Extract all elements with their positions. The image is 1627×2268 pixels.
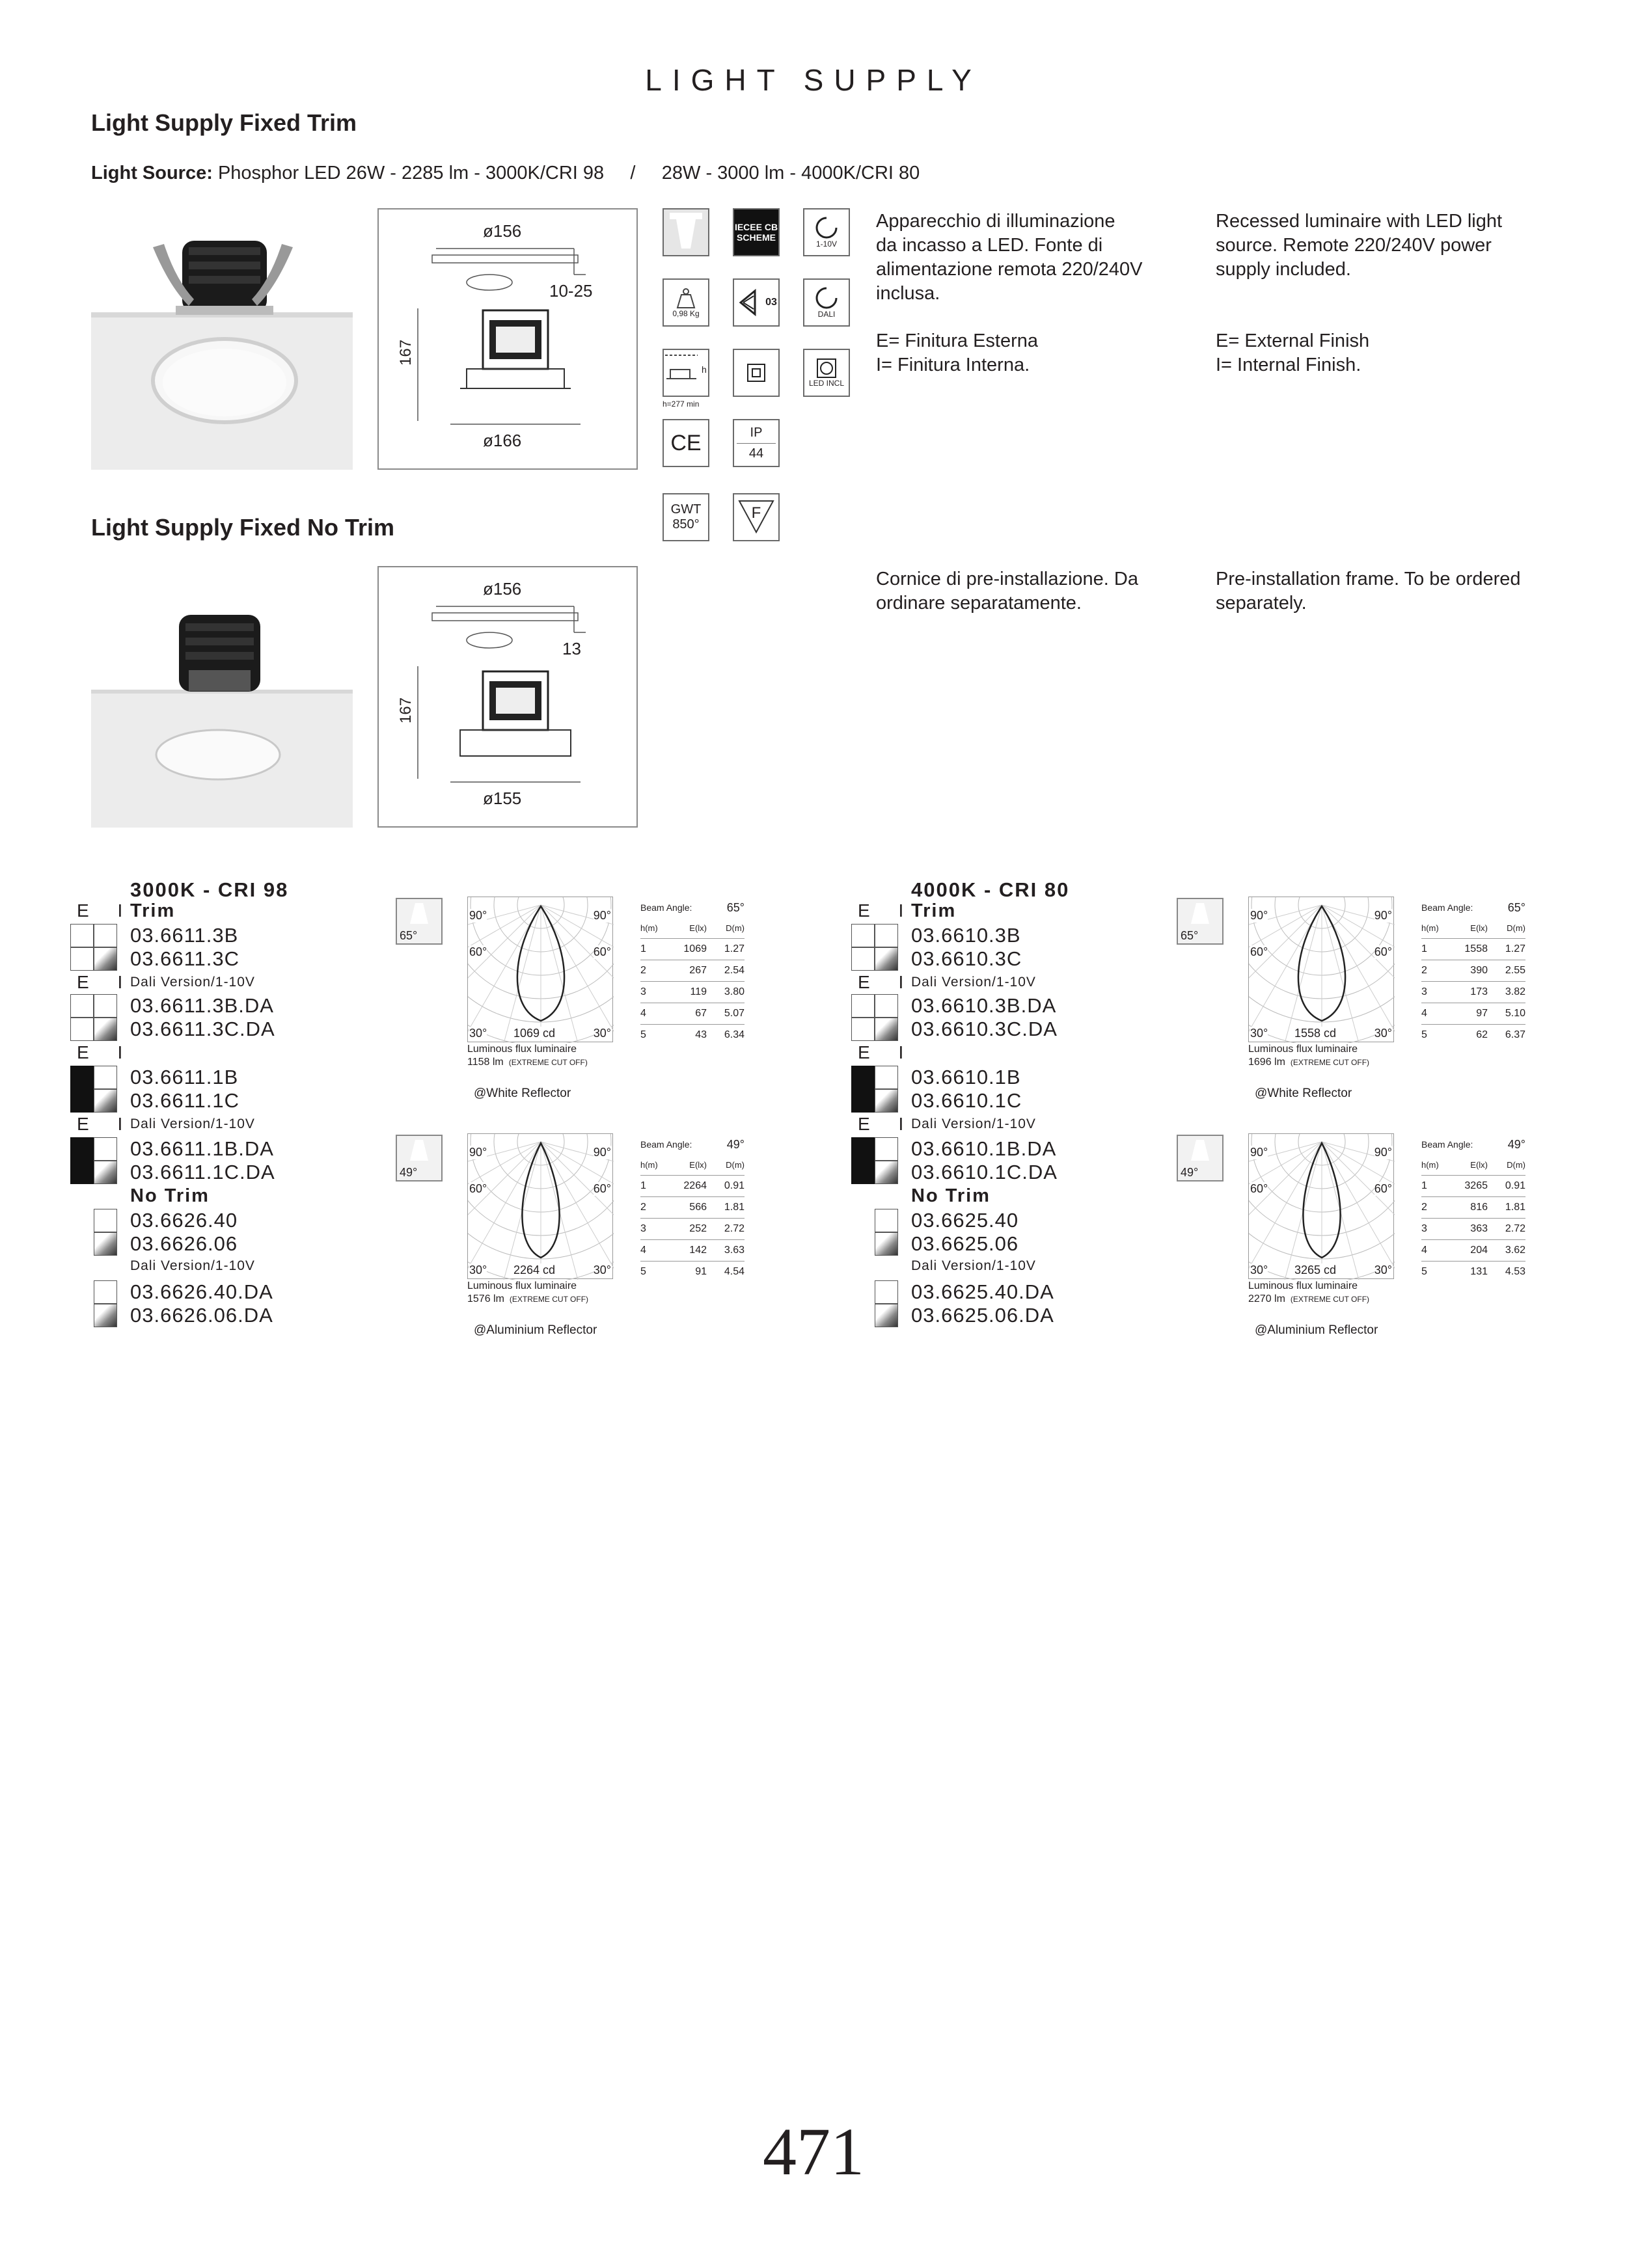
- table-row: [640, 1003, 745, 1025]
- table-cell: 3: [640, 986, 646, 997]
- table-cell: 131: [1470, 1266, 1488, 1277]
- table-cell: 1: [1421, 1180, 1427, 1191]
- finish-swatch-external: [851, 1018, 875, 1041]
- table-cell: 1: [1421, 943, 1427, 954]
- table-row: [1421, 1262, 1525, 1282]
- beam-table: [1421, 898, 1525, 1046]
- table-cell: 67: [695, 1008, 707, 1019]
- polar-angle-label: 60°: [1374, 1182, 1392, 1195]
- product-code: 03.6610.3C: [911, 947, 1022, 970]
- table-cell: 5: [1421, 1029, 1427, 1040]
- finish-swatch-external: [70, 1161, 94, 1184]
- beam-angle-label: Beam Angle:: [1421, 1139, 1473, 1150]
- table-cell: 1069: [683, 943, 707, 954]
- table-cell: 4: [640, 1008, 646, 1019]
- table-cell: 3: [1421, 986, 1427, 997]
- dali-icon: DALI: [803, 278, 850, 327]
- table-cell: 363: [1470, 1223, 1488, 1234]
- table-cell: 6.34: [724, 1029, 745, 1040]
- ei-label: E I: [77, 900, 135, 921]
- ei-label: E I: [77, 1114, 135, 1134]
- table-header-cell: E(lx): [1470, 923, 1488, 933]
- flux-note: (EXTREME CUT OFF): [508, 1058, 588, 1067]
- beam-badge-label: 49°: [1181, 1166, 1199, 1179]
- table-row: [640, 939, 745, 960]
- finish-swatch-external: [70, 947, 94, 971]
- weight-icon: 0,98 Kg: [663, 278, 709, 327]
- flux-value-line: [467, 1057, 588, 1068]
- table-cell: 2: [640, 965, 646, 976]
- finish-swatch: [94, 1304, 117, 1327]
- reflector-label: @White Reflector: [1255, 1087, 1352, 1100]
- flux-note: (EXTREME CUT OFF): [509, 1295, 589, 1304]
- drawing-top-diameter: ø156: [483, 579, 522, 599]
- finish-swatch-internal: [94, 1018, 117, 1041]
- page-header: LIGHT SUPPLY: [645, 63, 982, 97]
- product-code: 03.6610.1B.DA: [911, 1137, 1057, 1160]
- finish-swatch-internal: [875, 994, 898, 1018]
- finish-swatch-internal: [875, 1161, 898, 1184]
- product-code: 03.6626.06: [130, 1232, 238, 1255]
- dali-label: Dali Version/1-10V: [130, 1116, 255, 1131]
- polar-angle-label: 90°: [1374, 1146, 1392, 1159]
- finish-swatch-external: [70, 1018, 94, 1041]
- finish-swatch-external: [70, 924, 94, 947]
- beam-table: [1421, 1135, 1525, 1282]
- beam-badge: [1177, 898, 1224, 945]
- finish-swatch-internal: [94, 1066, 117, 1089]
- ei-label: E I: [858, 1114, 916, 1134]
- product-code: 03.6610.1C.DA: [911, 1161, 1058, 1183]
- table-cell: 2.72: [724, 1223, 745, 1234]
- table-cell: 3: [1421, 1223, 1427, 1234]
- beam-angle-value: 49°: [726, 1137, 745, 1151]
- polar-angle-label: 30°: [593, 1263, 611, 1276]
- product-code: 03.6610.1C: [911, 1089, 1022, 1112]
- polar-angle-label: 30°: [469, 1263, 487, 1276]
- table-cell: 252: [689, 1223, 707, 1234]
- product-code: 03.6611.1C: [130, 1089, 239, 1112]
- table-header-cell: D(m): [726, 1159, 745, 1170]
- technical-drawing-trim: [377, 208, 638, 470]
- flux-value: 1696 lm: [1248, 1057, 1285, 1068]
- product-code: 03.6625.06: [911, 1232, 1019, 1255]
- polar-diagram: [1248, 897, 1394, 1042]
- table-header-row: [1421, 1154, 1525, 1176]
- table-row: [1421, 1219, 1525, 1240]
- table-header-cell: E(lx): [689, 923, 707, 933]
- table-header-cell: h(m): [1421, 1159, 1439, 1170]
- table-cell: 2264: [683, 1180, 707, 1191]
- table-header-cell: E(lx): [689, 1159, 707, 1170]
- polar-angle-label: 60°: [469, 1182, 487, 1195]
- table-cell: 5.07: [724, 1008, 745, 1019]
- polar-angle-label: 60°: [1250, 945, 1268, 958]
- section-title-trim: Light Supply Fixed Trim: [91, 109, 357, 136]
- table-cell: 2.72: [1505, 1223, 1525, 1234]
- product-code: 03.6611.3B.DA: [130, 994, 274, 1017]
- flux-label: Luminous flux luminaire: [467, 1044, 577, 1055]
- trim-label: Trim: [130, 900, 176, 921]
- product-code: 03.6611.3C: [130, 947, 239, 970]
- polar-angle-label: 60°: [593, 1182, 611, 1195]
- table-row: [640, 960, 745, 982]
- candela-label: 1558 cd: [1294, 1027, 1337, 1040]
- finish-swatch-internal: [875, 924, 898, 947]
- finish-swatch-external: [70, 994, 94, 1018]
- drawing-height: 167: [397, 697, 415, 723]
- table-cell: 4: [640, 1245, 646, 1256]
- finish-swatch-internal: [94, 924, 117, 947]
- polar-angle-label: 90°: [469, 909, 487, 922]
- table-row: [640, 1262, 745, 1282]
- dali-label: Dali Version/1-10V: [130, 975, 255, 990]
- table-row: [640, 1025, 745, 1046]
- table-header-cell: D(m): [726, 923, 745, 933]
- table-cell: 97: [1476, 1008, 1488, 1019]
- dali-label: Dali Version/1-10V: [911, 1116, 1036, 1131]
- flux-value-line: [467, 1293, 588, 1305]
- finish-swatch-external: [851, 924, 875, 947]
- beam-angle-value: 65°: [726, 900, 745, 914]
- section-title-notrim: Light Supply Fixed No Trim: [91, 514, 395, 541]
- product-code: 03.6625.40: [911, 1209, 1019, 1232]
- reflector-label: @White Reflector: [474, 1087, 571, 1100]
- finish-swatch: [94, 1209, 117, 1232]
- beam-table: [640, 898, 745, 1046]
- beam-angle-row: [1421, 1135, 1525, 1154]
- catalog-heading: 4000K - CRI 80: [911, 878, 1070, 901]
- polar-angle-label: 30°: [1374, 1027, 1392, 1040]
- table-cell: 5: [640, 1266, 646, 1277]
- table-header-cell: h(m): [640, 1159, 658, 1170]
- ei-label: E I: [77, 972, 135, 992]
- table-cell: 1558: [1464, 943, 1488, 954]
- product-code: 03.6626.06.DA: [130, 1304, 273, 1327]
- product-code: 03.6625.40.DA: [911, 1280, 1054, 1303]
- table-cell: 566: [689, 1202, 707, 1213]
- table-cell: 2: [1421, 1202, 1427, 1213]
- driver-icon: [733, 349, 780, 397]
- ei-label: E I: [858, 900, 916, 921]
- flux-note: (EXTREME CUT OFF): [1290, 1058, 1370, 1067]
- polar-angle-label: 90°: [593, 909, 611, 922]
- finish-swatch-internal: [875, 1137, 898, 1161]
- table-cell: 2: [1421, 965, 1427, 976]
- light-source-value: Phosphor LED 26W - 2285 lm - 3000K/CRI 98 / 28W - 3000 lm - 4000K/CRI 80: [217, 163, 920, 183]
- product-code: 03.6611.1C.DA: [130, 1161, 275, 1183]
- beam-angle-value: 49°: [1507, 1137, 1525, 1151]
- polar-diagram: [1248, 1133, 1394, 1279]
- iecee-icon: IECEE CB SCHEME: [733, 208, 780, 256]
- table-cell: 3.62: [1505, 1245, 1525, 1256]
- table-cell: 1.81: [724, 1202, 745, 1213]
- polar-angle-label: 60°: [593, 945, 611, 958]
- table-cell: 91: [695, 1266, 707, 1277]
- product-code: 03.6625.06.DA: [911, 1304, 1054, 1327]
- product-code: 03.6610.3B: [911, 924, 1021, 947]
- drawing-height: 167: [397, 339, 415, 366]
- beam-badge-label: 65°: [400, 929, 418, 942]
- table-header-row: [640, 1154, 745, 1176]
- finish-swatch-external: [851, 994, 875, 1018]
- drawing-range: 10-25: [549, 281, 593, 301]
- technical-drawing-notrim: [377, 566, 638, 828]
- table-row: [640, 1240, 745, 1262]
- table-cell: 3.63: [724, 1245, 745, 1256]
- finish-en: E= External Finish I= Internal Finish.: [1216, 331, 1370, 375]
- ce-icon: CE: [663, 419, 709, 467]
- table-header-cell: h(m): [640, 923, 658, 933]
- table-cell: 5: [1421, 1266, 1427, 1277]
- finish-swatch-external: [851, 1161, 875, 1184]
- table-cell: 5: [640, 1029, 646, 1040]
- table-cell: 62: [1476, 1029, 1488, 1040]
- frame-description-it: Cornice di pre-installazione. Da ordinare separatamente.: [876, 569, 1138, 614]
- reflector-label: @Aluminium Reflector: [474, 1323, 597, 1337]
- dali-label: Dali Version/1-10V: [911, 975, 1036, 990]
- table-row: [1421, 939, 1525, 960]
- table-cell: 1: [640, 1180, 646, 1191]
- flux-label: Luminous flux luminaire: [1248, 1044, 1358, 1055]
- finish-swatch: [94, 1280, 117, 1304]
- polar-angle-label: 30°: [1250, 1027, 1268, 1040]
- polar-angle-label: 60°: [469, 945, 487, 958]
- table-cell: 6.37: [1505, 1029, 1525, 1040]
- h-label: h: [702, 364, 707, 375]
- finish-swatch-external: [851, 1137, 875, 1161]
- table-cell: 2.54: [724, 965, 745, 976]
- flux-value: 1158 lm: [467, 1057, 504, 1068]
- finish-swatch-internal: [875, 947, 898, 971]
- table-row: [640, 1176, 745, 1197]
- product-code: 03.6611.1B: [130, 1066, 239, 1088]
- product-photo-notrim: [91, 566, 353, 828]
- ei-label: E I: [858, 1042, 916, 1062]
- table-cell: 2: [640, 1202, 646, 1213]
- trim-label: Trim: [911, 900, 957, 921]
- table-row: [1421, 982, 1525, 1003]
- table-cell: 1.27: [1505, 943, 1525, 954]
- table-cell: 3: [640, 1223, 646, 1234]
- beam-angle-label: Beam Angle:: [640, 1139, 692, 1150]
- ei-label: E I: [77, 1042, 135, 1062]
- drawing-top-diameter: ø156: [483, 221, 522, 241]
- candela-label: 1069 cd: [513, 1027, 556, 1040]
- finish-swatch-internal: [875, 1018, 898, 1041]
- polar-angle-label: 30°: [593, 1027, 611, 1040]
- product-code: 03.6626.40.DA: [130, 1280, 273, 1303]
- h-min-label: h=277 min: [663, 399, 700, 409]
- ip-rating-icon: IP 44: [733, 419, 780, 467]
- finish-swatch-external: [70, 1137, 94, 1161]
- product-code: 03.6610.3C.DA: [911, 1018, 1058, 1040]
- finish-swatch-external: [70, 1066, 94, 1089]
- recessed-icon: [663, 208, 709, 256]
- table-row: [640, 982, 745, 1003]
- table-row: [1421, 1025, 1525, 1046]
- table-header-cell: D(m): [1507, 923, 1525, 933]
- beam-badge: [396, 1135, 443, 1181]
- flux-value-line: [1248, 1057, 1369, 1068]
- drawing-bottom-diameter: ø155: [483, 789, 522, 808]
- table-cell: 816: [1470, 1202, 1488, 1213]
- table-header-cell: E(lx): [1470, 1159, 1488, 1170]
- flux-note: (EXTREME CUT OFF): [1290, 1295, 1370, 1304]
- flux-label: Luminous flux luminaire: [467, 1280, 577, 1291]
- polar-angle-label: 90°: [469, 1146, 487, 1159]
- beam-angle-row: [640, 898, 745, 917]
- table-cell: 142: [689, 1245, 707, 1256]
- table-cell: 390: [1470, 965, 1488, 976]
- beam-badge: [396, 898, 443, 945]
- flux-value: 1576 lm: [467, 1293, 504, 1304]
- finish-swatch-external: [70, 1089, 94, 1113]
- beam-angle-row: [640, 1135, 745, 1154]
- finish-swatch-internal: [875, 1066, 898, 1089]
- table-cell: 4.53: [1505, 1266, 1525, 1277]
- polar-angle-label: 90°: [1374, 909, 1392, 922]
- beam-badge: [1177, 1135, 1224, 1181]
- product-code: 03.6610.3B.DA: [911, 994, 1057, 1017]
- flux-value-line: [1248, 1293, 1369, 1305]
- frame-description-en: Pre-installation frame. To be ordered separately.: [1216, 569, 1521, 614]
- beam-badge-label: 65°: [1181, 929, 1199, 942]
- table-cell: 4: [1421, 1008, 1427, 1019]
- finish-swatch-external: [851, 1066, 875, 1089]
- finish-swatch: [94, 1232, 117, 1256]
- product-code: 03.6611.3B: [130, 924, 239, 947]
- flux-value: 2270 lm: [1248, 1293, 1285, 1304]
- table-cell: 204: [1470, 1245, 1488, 1256]
- reflector-label: @Aluminium Reflector: [1255, 1323, 1378, 1337]
- polar-diagram: [467, 897, 613, 1042]
- finish-swatch-internal: [94, 1137, 117, 1161]
- table-header-cell: D(m): [1507, 1159, 1525, 1170]
- finish-swatch: [875, 1280, 898, 1304]
- catalog-heading: 3000K - CRI 98: [130, 878, 289, 901]
- polar-angle-label: 30°: [1374, 1263, 1392, 1276]
- polar-angle-label: 60°: [1250, 1182, 1268, 1195]
- candela-label: 3265 cd: [1294, 1263, 1337, 1276]
- finish-swatch-internal: [875, 1089, 898, 1113]
- table-cell: 0.91: [1505, 1180, 1525, 1191]
- table-cell: 173: [1470, 986, 1488, 997]
- table-row: [1421, 1003, 1525, 1025]
- table-row: [640, 1219, 745, 1240]
- table-header-cell: h(m): [1421, 923, 1439, 933]
- led-incl-icon: LED INCL: [803, 349, 850, 397]
- table-cell: 1.27: [724, 943, 745, 954]
- table-cell: 5.10: [1505, 1008, 1525, 1019]
- table-cell: 3.80: [724, 986, 745, 997]
- light-source-label: Light Source:: [91, 163, 213, 183]
- table-cell: 4: [1421, 1245, 1427, 1256]
- finish-swatch: [875, 1304, 898, 1327]
- table-header-row: [1421, 917, 1525, 939]
- table-row: [1421, 1176, 1525, 1197]
- table-cell: 4.54: [724, 1266, 745, 1277]
- table-cell: 3.82: [1505, 986, 1525, 997]
- product-photo-trim: [91, 208, 353, 470]
- product-code: 03.6611.1B.DA: [130, 1137, 274, 1160]
- finish-swatch-external: [851, 947, 875, 971]
- beam-angle-label: Beam Angle:: [640, 902, 692, 913]
- notrim-label: No Trim: [911, 1185, 991, 1206]
- finish-it: E= Finitura Esterna I= Finitura Interna.: [876, 331, 1039, 375]
- description-en: Recessed luminaire with LED light source. Remote 220/240V power supply included.: [1216, 211, 1503, 280]
- product-code: 03.6626.40: [130, 1209, 238, 1232]
- polar-angle-label: 90°: [1250, 909, 1268, 922]
- f-mark-icon: F: [733, 493, 780, 541]
- page-number: 471: [763, 2114, 864, 2189]
- polar-angle-label: 30°: [469, 1027, 487, 1040]
- class-icon: 03: [733, 278, 780, 327]
- dali-label: Dali Version/1-10V: [130, 1258, 255, 1273]
- table-row: [1421, 1240, 1525, 1262]
- table-cell: 43: [695, 1029, 707, 1040]
- candela-label: 2264 cd: [513, 1263, 556, 1276]
- drawing-bottom-diameter: ø166: [483, 431, 522, 450]
- polar-angle-label: 90°: [593, 1146, 611, 1159]
- table-cell: 119: [690, 986, 707, 997]
- dimming-icon: 1-10V: [803, 208, 850, 256]
- product-code: 03.6611.3C.DA: [130, 1018, 275, 1040]
- table-cell: 2.55: [1505, 965, 1525, 976]
- finish-swatch-internal: [94, 947, 117, 971]
- finish-swatch-internal: [94, 1089, 117, 1113]
- polar-angle-label: 60°: [1374, 945, 1392, 958]
- table-cell: 1.81: [1505, 1202, 1525, 1213]
- beam-table: [640, 1135, 745, 1282]
- table-row: [640, 1197, 745, 1219]
- beam-angle-label: Beam Angle:: [1421, 902, 1473, 913]
- beam-angle-value: 65°: [1507, 900, 1525, 914]
- drawing-range: 13: [562, 639, 581, 658]
- table-header-row: [640, 917, 745, 939]
- description-it: Apparecchio di illuminazione da incasso a LED. Fonte di alimentazione remota 220/240V inclusa.: [876, 211, 1143, 304]
- beam-badge-label: 49°: [400, 1166, 418, 1179]
- table-cell: 267: [689, 965, 707, 976]
- ei-label: E I: [858, 972, 916, 992]
- finish-swatch: [875, 1232, 898, 1256]
- table-cell: 3265: [1464, 1180, 1488, 1191]
- table-cell: 1: [640, 943, 646, 954]
- notrim-label: No Trim: [130, 1185, 210, 1206]
- beam-angle-row: [1421, 898, 1525, 917]
- table-cell: 0.91: [724, 1180, 745, 1191]
- finish-swatch: [875, 1209, 898, 1232]
- polar-angle-label: 90°: [1250, 1146, 1268, 1159]
- gwt-icon: GWT 850°: [663, 493, 709, 541]
- finish-swatch-internal: [94, 1161, 117, 1184]
- light-source: [91, 163, 920, 184]
- polar-diagram: [467, 1133, 613, 1279]
- table-row: [1421, 1197, 1525, 1219]
- finish-swatch-external: [851, 1089, 875, 1113]
- polar-angle-label: 30°: [1250, 1263, 1268, 1276]
- flux-label: Luminous flux luminaire: [1248, 1280, 1358, 1291]
- dali-label: Dali Version/1-10V: [911, 1258, 1036, 1273]
- finish-swatch-internal: [94, 994, 117, 1018]
- product-code: 03.6610.1B: [911, 1066, 1021, 1088]
- table-row: [1421, 960, 1525, 982]
